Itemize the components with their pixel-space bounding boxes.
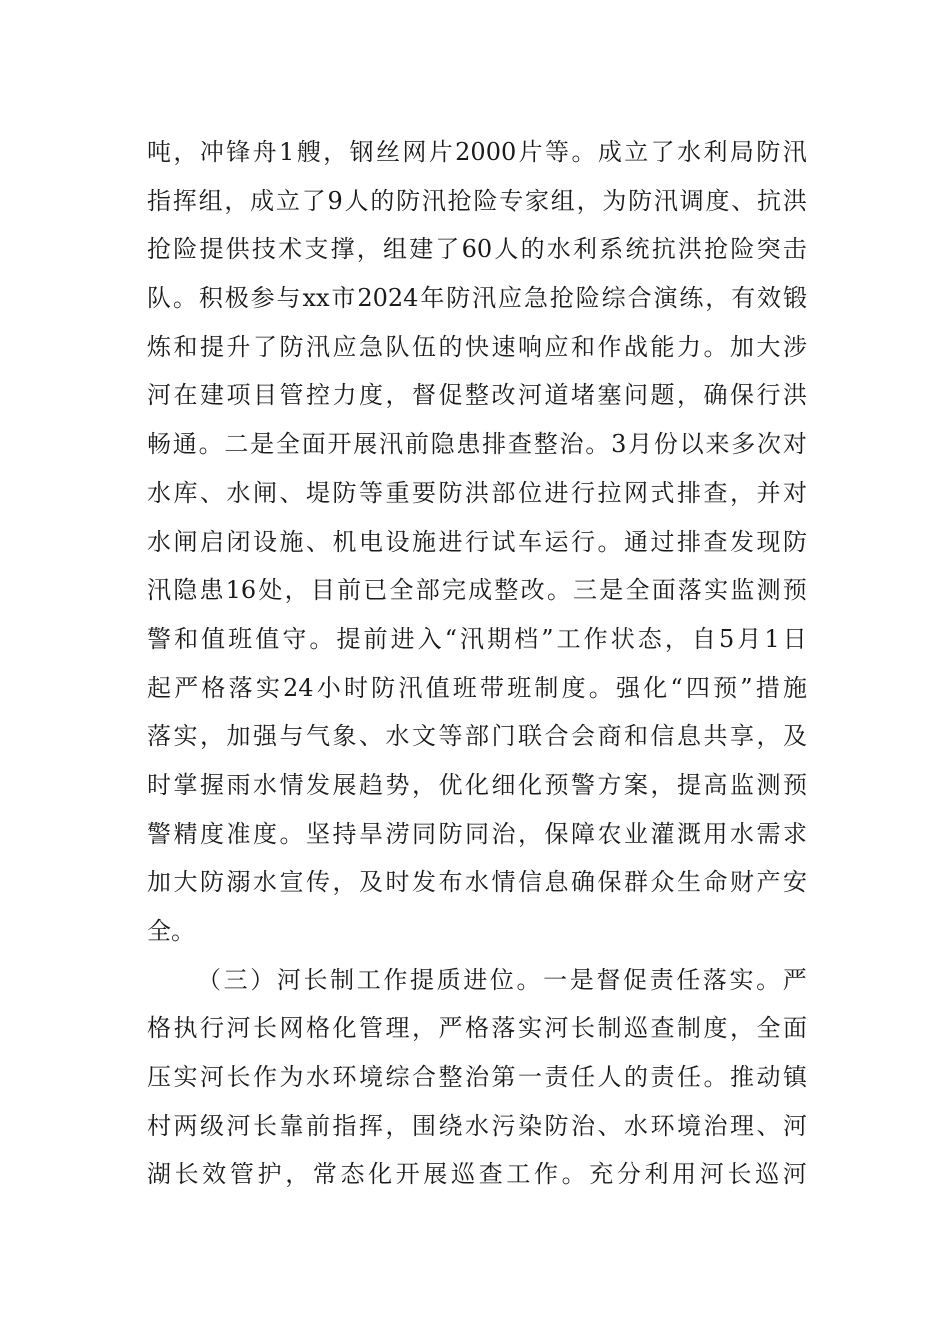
text-line: 指 挥 组 ， 成 立 了 9 人 的 防 汛 抢 险 专 家 组 ， 为 防 汛 调 度 、 抗 洪: [147, 186, 807, 215]
text-line: 湖 长 效 管 护 ， 常 态 化 开 展 巡 查 工 作 。 充 分 利 用 河 长 巡 河: [147, 1160, 807, 1189]
text-line: 水 库 、 水 闸 、 堤 防 等 重 要 防 洪 部 位 进 行 拉 网 式 排 查 ， 并 对: [147, 478, 807, 507]
text-line: 炼 和 提 升 了 防 汛 应 急 队 伍 的 快 速 响 应 和 作 战 能 力 。 加 大 涉: [147, 332, 807, 361]
text-line: 队 。 积 极 参 与 xx 市 2024 年 防 汛 应 急 抢 险 综 合 演 练 ， 有 效 锻: [147, 284, 807, 313]
text-line: 时 掌 握 雨 水 情 发 展 趋 势 ， 优 化 细 化 预 警 方 案 ， 提 高 监 测 预: [147, 770, 807, 799]
text-line: 水 闸 启 闭 设 施 、 机 电 设 施 进 行 试 车 运 行 。 通 过 排 查 发 现 防: [147, 527, 807, 556]
body-text: [147, 128, 807, 1199]
text-line: 压 实 河 长 作 为 水 环 境 综 合 整 治 第 一 责 任 人 的 责 任 。 推 动 镇: [147, 1063, 807, 1092]
text-line: 畅 通 。 二 是 全 面 开 展 汛 前 隐 患 排 查 整 治 。 3 月 份 以 来 多 次 对: [147, 430, 807, 459]
text-line: 加 大 防 溺 水 宣 传 ， 及 时 发 布 水 情 信 息 确 保 群 众 生 命 财 产 安: [147, 868, 807, 897]
text-line: 警 精 度 准 度 。 坚 持 旱 涝 同 防 同 治 ， 保 障 农 业 灌 溉 用 水 需 求: [147, 819, 807, 848]
text-line: 汛 隐 患 16 处 ， 目 前 已 全 部 完 成 整 改 。 三 是 全 面 落 实 监 测 预: [147, 576, 807, 605]
text-line: 全 。: [147, 917, 195, 945]
text-line: 格 执 行 河 长 网 格 化 管 理 ， 严 格 落 实 河 长 制 巡 查 制 度 ， 全 面: [147, 1014, 807, 1043]
text-line: （ 三 ） 河 长 制 工 作 提 质 进 位 。 一 是 督 促 责 任 落 实 。 严: [197, 965, 807, 994]
text-line: 起 严 格 落 实 24 小 时 防 汛 值 班 带 班 制 度 。 强 化 “ 四 预 ” 措 施: [147, 673, 807, 702]
text-line: 村 两 级 河 长 靠 前 指 挥 ， 围 绕 水 污 染 防 治 、 水 环 境 治 理 、 河: [147, 1111, 807, 1140]
text-line: 河 在 建 项 目 管 控 力 度 ， 督 促 整 改 河 道 堵 塞 问 题 ， 确 保 行 洪: [147, 381, 807, 410]
text-line: 警 和 值 班 值 守 。 提 前 进 入 “ 汛 期 档 ” 工 作 状 态 ， 自 5 月 1 日: [147, 624, 807, 653]
text-line: 抢 险 提 供 技 术 支 撑 ， 组 建 了 60 人 的 水 利 系 统 抗 洪 抢 险 突 击: [147, 235, 807, 264]
text-line: 吨 ， 冲 锋 舟 1 艘 ， 钢 丝 网 片 2000 片 等 。 成 立 了 水 利 局 防 汛: [147, 138, 807, 166]
text-line: 落 实 ， 加 强 与 气 象 、 水 文 等 部 门 联 合 会 商 和 信 息 共 享 ， 及: [147, 722, 807, 751]
